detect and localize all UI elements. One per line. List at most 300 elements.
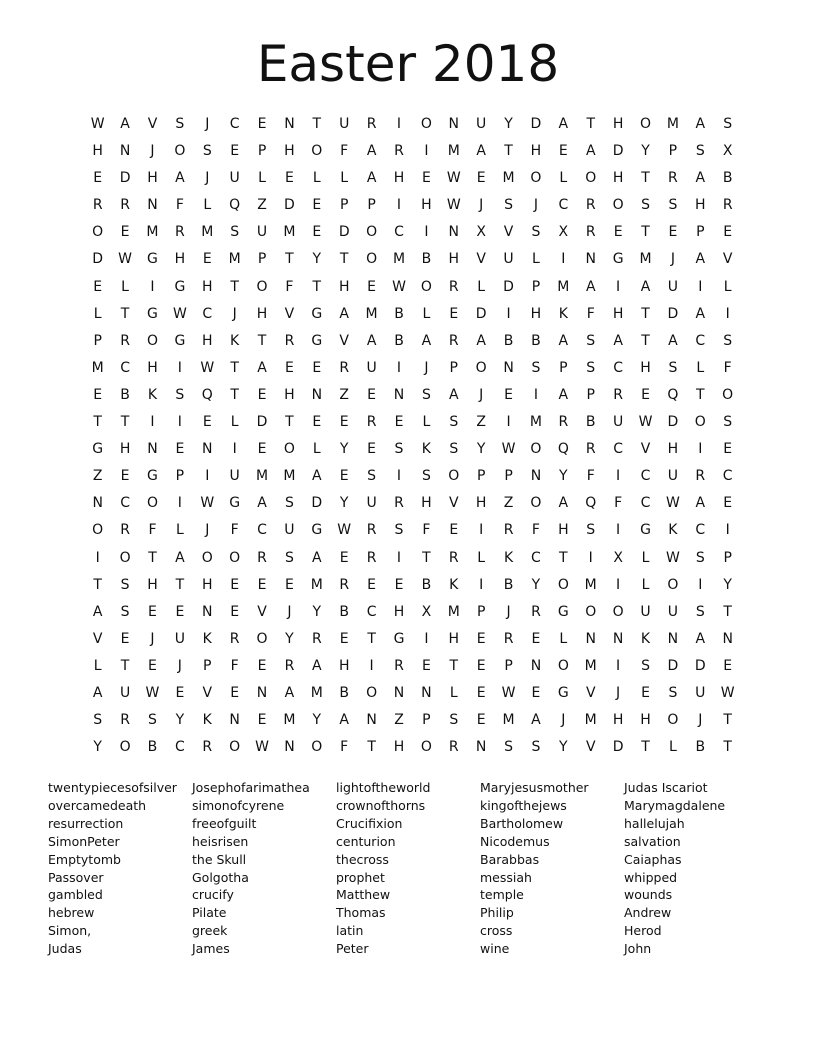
grid-letter: M — [91, 359, 104, 376]
grid-letter: P — [668, 143, 678, 160]
grid-letter: Z — [394, 712, 404, 729]
grid-letter: O — [420, 739, 432, 756]
grid-letter: N — [311, 386, 323, 403]
grid-row — [84, 331, 742, 358]
grid-letter: B — [421, 251, 432, 268]
grid-letter: E — [202, 251, 212, 268]
grid-letter: N — [229, 712, 240, 729]
grid-letter: C — [640, 495, 651, 512]
grid-letter: P — [257, 251, 267, 268]
word-list-item: Thomas — [336, 905, 386, 921]
grid-letter: J — [506, 603, 511, 620]
grid-letter: U — [229, 170, 240, 187]
grid-letter: E — [120, 224, 130, 241]
grid-row — [84, 737, 742, 764]
grid-letter: A — [695, 305, 706, 322]
grid-letter: I — [177, 495, 182, 512]
grid-letter: S — [421, 468, 431, 485]
grid-letter: E — [394, 414, 404, 431]
grid-letter: R — [366, 522, 377, 539]
grid-letter: N — [284, 116, 295, 132]
word-list-item: centurion — [336, 833, 396, 849]
grid-letter: S — [586, 522, 596, 539]
grid-letter: O — [92, 522, 104, 539]
grid-letter: X — [722, 143, 733, 160]
grid-letter: T — [312, 116, 322, 132]
grid-letter: S — [148, 712, 157, 729]
grid-letter: E — [230, 603, 240, 620]
word-list-item: Caiaphas — [624, 851, 682, 867]
grid-letter: V — [722, 251, 733, 268]
word-list-item: Josephofarimathea — [192, 780, 310, 795]
word-list-item: wine — [480, 941, 510, 957]
grid-letter: I — [177, 414, 182, 431]
grid-row — [84, 277, 742, 304]
grid-letter: W — [446, 197, 461, 214]
grid-letter: N — [393, 386, 405, 403]
grid-letter: L — [312, 170, 321, 187]
grid-letter: J — [205, 170, 210, 187]
grid-letter: K — [421, 441, 431, 458]
word-list-item: Emptytomb — [48, 851, 121, 867]
grid-letter: H — [284, 143, 295, 160]
grid-letter: R — [257, 549, 267, 566]
grid-letter: D — [612, 143, 624, 160]
grid-letter: W — [665, 549, 680, 566]
grid-letter: P — [586, 386, 595, 403]
grid-letter: E — [641, 386, 650, 403]
grid-letter: N — [202, 603, 213, 620]
grid-letter: Z — [92, 468, 103, 485]
grid-letter: I — [424, 630, 429, 647]
grid-letter: L — [340, 170, 349, 187]
grid-letter: O — [667, 576, 679, 593]
grid-letter: A — [531, 712, 541, 729]
grid-letter: T — [93, 576, 102, 593]
grid-letter: E — [339, 414, 349, 431]
word-list-item: Matthew — [336, 887, 391, 903]
grid-letter: N — [612, 630, 624, 647]
grid-letter: E — [723, 224, 733, 241]
grid-letter: I — [232, 441, 237, 458]
word-list-item: messiah — [480, 869, 532, 885]
grid-letter: M — [584, 712, 597, 729]
grid-letter: I — [616, 468, 621, 485]
grid-letter: C — [613, 441, 623, 458]
grid-letter: N — [530, 468, 542, 485]
grid-letter: S — [695, 549, 705, 566]
grid-letter: W — [665, 495, 680, 512]
word-list-item: resurrection — [48, 815, 124, 831]
grid-letter: S — [284, 549, 294, 566]
grid-letter: I — [533, 386, 539, 403]
grid-letter: R — [120, 332, 130, 349]
grid-row — [84, 548, 742, 575]
grid-letter: V — [92, 630, 103, 647]
grid-letter: E — [421, 170, 431, 187]
grid-letter: I — [396, 116, 402, 132]
grid-letter: I — [396, 197, 402, 214]
grid-letter: B — [394, 305, 404, 322]
grid-letter: R — [120, 522, 130, 539]
grid-letter: O — [146, 495, 158, 512]
grid-letter: T — [723, 739, 732, 756]
grid-letter: O — [694, 414, 706, 431]
grid-letter: T — [449, 657, 459, 674]
word-list-item: the Skull — [192, 851, 247, 867]
grid-letter: E — [421, 657, 431, 674]
grid-letter: K — [449, 576, 459, 593]
grid-letter: R — [394, 657, 404, 674]
grid-letter: A — [640, 278, 651, 295]
grid-letter: A — [448, 386, 459, 403]
grid-letter: M — [666, 116, 679, 132]
grid-letter: I — [698, 278, 703, 295]
grid-letter: Z — [503, 495, 514, 512]
grid-letter: A — [257, 359, 267, 376]
grid-letter: I — [150, 414, 155, 431]
grid-letter: B — [531, 332, 541, 349]
grid-letter: N — [202, 441, 213, 458]
word-list-item: kingofthejews — [480, 797, 567, 813]
grid-letter: R — [202, 739, 213, 756]
grid-letter: E — [230, 143, 240, 160]
word-list-item: Nicodemus — [480, 833, 550, 849]
grid-letter: S — [695, 603, 705, 620]
grid-letter: E — [339, 630, 349, 647]
grid-letter: I — [150, 278, 155, 295]
word-list-item: heisrisen — [192, 833, 249, 849]
grid-letter: O — [256, 630, 268, 647]
word-column — [192, 779, 336, 958]
grid-row — [84, 629, 742, 656]
grid-letter: H — [338, 278, 350, 295]
grid-letter: E — [285, 576, 294, 593]
grid-letter: S — [93, 712, 103, 729]
word-list-item: cross — [480, 923, 513, 939]
grid-letter: I — [369, 657, 374, 674]
grid-letter: M — [228, 251, 241, 268]
grid-letter: A — [668, 332, 678, 349]
grid-letter: P — [504, 657, 513, 674]
grid-letter: T — [367, 739, 376, 756]
grid-letter: E — [285, 170, 294, 187]
grid-letter: A — [366, 143, 377, 160]
grid-letter: O — [420, 278, 432, 295]
grid-letter: E — [339, 468, 349, 485]
grid-letter: U — [229, 468, 240, 485]
grid-letter: A — [257, 495, 267, 512]
grid-letter: Z — [476, 414, 486, 431]
grid-letter: S — [531, 739, 541, 756]
grid-letter: D — [311, 495, 323, 512]
grid-letter: U — [174, 630, 185, 647]
grid-letter: T — [312, 278, 322, 295]
grid-letter: L — [93, 305, 102, 322]
grid-letter: T — [422, 549, 431, 566]
grid-letter: T — [641, 170, 650, 187]
grid-letter: G — [229, 495, 241, 512]
grid-letter: E — [723, 495, 733, 512]
grid-letter: R — [284, 332, 295, 349]
word-list-item: temple — [480, 887, 524, 903]
grid-letter: N — [530, 657, 542, 674]
grid-letter: H — [640, 712, 651, 729]
grid-letter: J — [698, 712, 703, 729]
grid-letter: O — [557, 657, 569, 674]
grid-letter: P — [339, 197, 349, 214]
word-list-item: Philip — [480, 905, 514, 921]
grid-letter: S — [695, 143, 705, 160]
grid-letter: M — [310, 684, 323, 701]
grid-letter: Y — [312, 603, 322, 620]
grid-letter: S — [175, 386, 185, 403]
grid-letter: O — [585, 603, 597, 620]
grid-letter: A — [585, 143, 596, 160]
grid-letter: E — [257, 576, 267, 593]
grid-letter: E — [120, 630, 130, 647]
grid-letter: L — [312, 441, 321, 458]
grid-letter: N — [421, 684, 432, 701]
grid-letter: H — [612, 170, 624, 187]
grid-letter: B — [421, 576, 432, 593]
grid-letter: N — [503, 359, 514, 376]
grid-letter: C — [722, 468, 733, 485]
grid-letter: J — [424, 359, 429, 376]
grid-letter: U — [119, 684, 131, 701]
grid-letter: P — [203, 657, 212, 674]
grid-letter: O — [366, 224, 378, 241]
word-list-item: latin — [336, 923, 364, 939]
grid-letter: S — [367, 468, 377, 485]
grid-letter: B — [120, 386, 130, 403]
grid-letter: I — [616, 522, 621, 539]
grid-letter: E — [148, 603, 157, 620]
grid-letter: R — [448, 739, 459, 756]
grid-letter: O — [92, 224, 104, 241]
grid-letter: R — [668, 170, 678, 187]
grid-letter: X — [613, 549, 623, 566]
grid-letter: P — [449, 359, 458, 376]
grid-letter: M — [447, 603, 460, 620]
grid-letter: H — [393, 603, 405, 620]
grid-letter: V — [257, 603, 267, 620]
word-list-item: SimonPeter — [48, 833, 120, 849]
grid-letter: U — [667, 603, 679, 620]
grid-letter: T — [230, 278, 239, 295]
grid-letter: E — [93, 278, 103, 295]
grid-letter: O — [283, 441, 295, 458]
grid-letter: H — [393, 739, 405, 756]
grid-letter: R — [585, 197, 596, 214]
grid-letter: M — [447, 143, 460, 160]
grid-row — [84, 602, 742, 629]
grid-letter: C — [695, 332, 706, 349]
word-list-item: Maryjesusmother — [480, 780, 589, 795]
grid-letter: I — [616, 576, 621, 593]
grid-letter: S — [394, 441, 404, 458]
grid-letter: E — [257, 441, 267, 458]
grid-letter: U — [476, 116, 487, 132]
grid-letter: I — [177, 359, 182, 376]
grid-letter: U — [612, 414, 624, 431]
word-list-item: simonofcyrene — [192, 797, 285, 813]
grid-letter: T — [120, 414, 130, 431]
grid-letter: H — [147, 170, 158, 187]
grid-letter: U — [667, 278, 679, 295]
word-column — [48, 779, 192, 958]
grid-letter: A — [312, 549, 322, 566]
grid-letter: F — [586, 468, 595, 485]
grid-letter: T — [120, 657, 130, 674]
grid-letter: D — [667, 414, 679, 431]
grid-letter: E — [93, 386, 103, 403]
grid-letter: H — [421, 495, 432, 512]
grid-letter: W — [501, 684, 516, 701]
grid-letter: G — [612, 251, 624, 268]
grid-letter: U — [256, 224, 268, 241]
grid-row — [84, 493, 742, 520]
word-list-item: Judas — [48, 941, 82, 957]
grid-letter: L — [203, 197, 212, 214]
grid-letter: D — [338, 224, 350, 241]
grid-letter: W — [255, 739, 269, 756]
grid-row — [84, 195, 742, 222]
grid-letter: E — [367, 576, 377, 593]
grid-letter: M — [584, 657, 597, 674]
grid-letter: G — [311, 305, 323, 322]
grid-letter: R — [394, 495, 404, 512]
grid-letter: E — [476, 657, 486, 674]
grid-letter: K — [668, 522, 678, 539]
grid-letter: O — [229, 549, 241, 566]
grid-letter: T — [120, 305, 130, 322]
grid-letter: V — [147, 116, 158, 132]
grid-letter: O — [530, 495, 542, 512]
grid-letter: F — [148, 522, 157, 539]
grid-letter: A — [175, 170, 185, 187]
grid-row — [84, 141, 742, 168]
grid-letter: E — [230, 684, 240, 701]
grid-letter: T — [641, 739, 650, 756]
grid-letter: I — [506, 414, 511, 431]
grid-letter: F — [230, 522, 239, 539]
grid-letter: A — [558, 495, 569, 512]
grid-letter: L — [532, 251, 540, 268]
grid-letter: X — [558, 224, 569, 241]
grid-letter: R — [503, 630, 514, 647]
word-list-item: John — [624, 941, 652, 957]
grid-letter: P — [93, 332, 102, 349]
grid-letter: R — [339, 576, 350, 593]
grid-letter: A — [695, 251, 706, 268]
page-title: Easter 2018 — [256, 35, 560, 93]
word-column — [480, 779, 624, 958]
grid-letter: J — [205, 522, 210, 539]
grid-letter: R — [448, 278, 459, 295]
grid-letter: L — [477, 278, 486, 295]
grid-letter: J — [205, 116, 210, 132]
grid-row — [84, 683, 742, 710]
grid-letter: U — [667, 468, 679, 485]
grid-letter: K — [503, 549, 514, 566]
grid-letter: W — [337, 522, 352, 539]
word-list-item: whipped — [624, 869, 678, 885]
grid-letter: E — [367, 441, 377, 458]
grid-letter: E — [531, 684, 541, 701]
grid-letter: M — [502, 712, 515, 729]
grid-letter: E — [148, 657, 157, 674]
grid-letter: P — [723, 549, 732, 566]
grid-letter: O — [256, 278, 268, 295]
grid-letter: Y — [93, 739, 102, 756]
grid-letter: V — [640, 441, 651, 458]
grid-letter: L — [696, 359, 705, 376]
grid-letter: O — [229, 739, 241, 756]
grid-letter: N — [256, 684, 268, 701]
grid-letter: H — [393, 170, 405, 187]
grid-letter: A — [339, 712, 349, 729]
grid-letter: Y — [723, 576, 732, 593]
grid-letter: T — [339, 251, 349, 268]
grid-letter: J — [479, 386, 484, 403]
grid-letter: D — [256, 414, 268, 431]
grid-letter: O — [311, 739, 323, 756]
grid-letter: L — [559, 170, 568, 187]
grid-letter: R — [613, 386, 623, 403]
grid-letter: W — [118, 251, 132, 268]
grid-letter: E — [285, 359, 294, 376]
grid-letter: R — [229, 630, 240, 647]
grid-letter: D — [503, 278, 514, 295]
grid-letter: E — [476, 684, 486, 701]
grid-letter: E — [175, 441, 185, 458]
grid-letter: E — [449, 305, 459, 322]
grid-letter: O — [722, 386, 734, 403]
grid-letter: R — [503, 522, 514, 539]
grid-letter: T — [641, 332, 650, 349]
grid-letter: H — [530, 305, 542, 322]
grid-letter: Y — [504, 116, 513, 132]
grid-letter: I — [95, 549, 100, 566]
grid-letter: V — [476, 251, 486, 268]
grid-letter: W — [90, 116, 105, 132]
grid-letter: Q — [201, 386, 213, 403]
grid-letter: H — [174, 251, 186, 268]
grid-letter: M — [529, 414, 542, 431]
grid-letter: R — [92, 197, 103, 214]
grid-row — [84, 439, 742, 466]
grid-letter: V — [284, 305, 295, 322]
grid-letter: R — [120, 712, 130, 729]
grid-letter: E — [723, 441, 733, 458]
grid-letter: S — [641, 657, 650, 674]
grid-letter: E — [312, 414, 322, 431]
grid-letter: A — [312, 468, 322, 485]
grid-letter: H — [640, 359, 651, 376]
grid-letter: W — [200, 495, 215, 512]
grid-letter: O — [119, 739, 131, 756]
grid-letter: I — [561, 251, 566, 268]
grid-letter: F — [230, 657, 239, 674]
grid-letter: J — [287, 603, 292, 620]
grid-letter: T — [367, 630, 376, 647]
word-column — [624, 779, 768, 958]
grid-letter: A — [695, 495, 706, 512]
grid-letter: A — [695, 630, 706, 647]
grid-letter: W — [145, 684, 160, 701]
grid-letter: E — [723, 657, 733, 674]
